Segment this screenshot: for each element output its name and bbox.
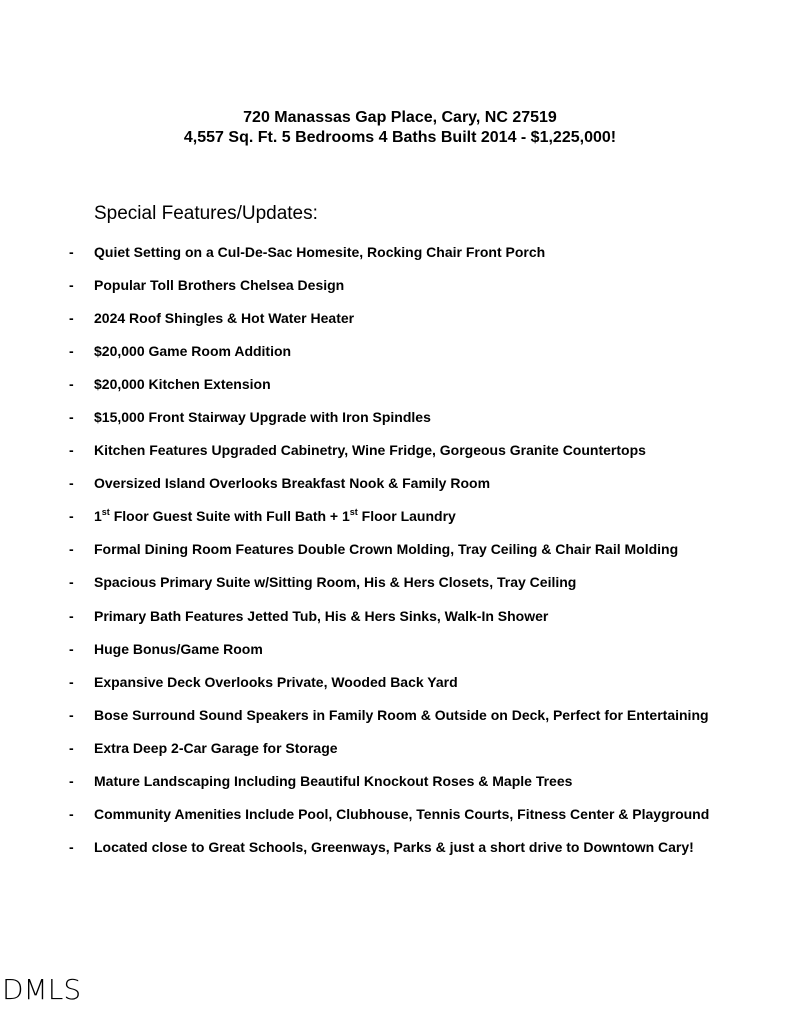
bullet-dash: - xyxy=(69,772,74,789)
feature-item xyxy=(0,407,800,440)
feature-text: $20,000 Game Room Addition xyxy=(94,343,292,360)
feature-item xyxy=(0,341,800,374)
bullet-dash: - xyxy=(69,409,74,426)
feature-text: Community Amenities Include Pool, Clubhouse, Tennis Courts, Fitness Center & Playground xyxy=(94,805,710,822)
feature-text: $15,000 Front Stairway Upgrade with Iron Spindles xyxy=(94,409,431,426)
feature-text: Spacious Primary Suite w/Sitting Room, His & Hers Closets, Tray Ceiling xyxy=(94,574,577,591)
bullet-dash: - xyxy=(69,706,74,723)
bullet-dash: - xyxy=(69,838,74,855)
feature-text xyxy=(94,506,456,526)
bullet-dash: - xyxy=(69,277,74,294)
bullet-dash: - xyxy=(69,805,74,822)
ordinal-superscript: st xyxy=(101,506,110,517)
feature-item xyxy=(0,539,800,572)
feature-text: Bose Surround Sound Speakers in Family Room & Outside on Deck, Perfect for Entertaining xyxy=(94,706,709,723)
feature-item xyxy=(0,738,800,771)
feature-item xyxy=(0,572,800,605)
feature-text: Located close to Great Schools, Greenways, Parks & just a short drive to Downtown Cary! xyxy=(94,838,694,855)
ordinal-superscript: st xyxy=(349,506,358,517)
bullet-dash: - xyxy=(69,376,74,393)
mls-watermark: DMLS xyxy=(2,973,82,1006)
bullet-dash: - xyxy=(69,310,74,327)
feature-item xyxy=(0,275,800,308)
feature-text: Mature Landscaping Including Beautiful Knockout Roses & Maple Trees xyxy=(94,772,573,789)
bullet-dash: - xyxy=(69,508,74,525)
property-address: 720 Manassas Gap Place, Cary, NC 27519 xyxy=(243,109,557,126)
bullet-dash: - xyxy=(69,442,74,459)
feature-item xyxy=(0,804,800,837)
bullet-dash: - xyxy=(69,640,74,657)
document-header xyxy=(0,108,800,148)
feature-item xyxy=(0,506,800,539)
bullet-dash: - xyxy=(69,739,74,756)
feature-text: Formal Dining Room Features Double Crown Molding, Tray Ceiling & Chair Rail Molding xyxy=(94,541,679,558)
feature-item xyxy=(0,606,800,639)
feature-item xyxy=(0,242,800,275)
property-summary: 4,557 Sq. Ft. 5 Bedrooms 4 Baths Built 2014 - $1,225,000! xyxy=(183,129,617,146)
feature-text: Huge Bonus/Game Room xyxy=(94,640,263,657)
feature-item xyxy=(0,308,800,341)
bullet-dash: - xyxy=(69,244,74,260)
section-title: Special Features/Updates: xyxy=(94,203,318,224)
bullet-dash: - xyxy=(69,574,74,591)
feature-text-part: Floor Guest Suite with Full Bath + 1 xyxy=(109,508,350,525)
bullet-dash: - xyxy=(69,343,74,360)
feature-text-part: Floor Laundry xyxy=(357,508,456,525)
feature-text: Expansive Deck Overlooks Private, Wooded Back Yard xyxy=(94,673,458,690)
feature-text: Kitchen Features Upgraded Cabinetry, Wine Fridge, Gorgeous Granite Countertops xyxy=(94,442,646,459)
feature-text: Extra Deep 2-Car Garage for Storage xyxy=(94,739,338,756)
feature-item xyxy=(0,771,800,804)
feature-item xyxy=(0,705,800,738)
feature-item xyxy=(0,374,800,407)
bullet-dash: - xyxy=(69,475,74,492)
feature-item xyxy=(0,639,800,672)
feature-text: 2024 Roof Shingles & Hot Water Heater xyxy=(94,310,355,327)
bullet-dash: - xyxy=(69,607,74,624)
feature-item xyxy=(0,440,800,473)
feature-item xyxy=(0,837,800,870)
features-list xyxy=(0,242,800,870)
bullet-dash: - xyxy=(69,541,74,558)
feature-item xyxy=(0,473,800,506)
feature-item xyxy=(0,672,800,705)
feature-text: Quiet Setting on a Cul-De-Sac Homesite, Rocking Chair Front Porch xyxy=(94,244,546,260)
bullet-dash: - xyxy=(69,673,74,690)
feature-text: $20,000 Kitchen Extension xyxy=(94,376,271,393)
feature-text: Oversized Island Overlooks Breakfast Nook & Family Room xyxy=(94,475,491,492)
feature-text: Primary Bath Features Jetted Tub, His & Hers Sinks, Walk-In Shower xyxy=(94,607,549,624)
feature-text: Popular Toll Brothers Chelsea Design xyxy=(94,277,345,294)
feature-text-part: 1 xyxy=(94,508,102,525)
